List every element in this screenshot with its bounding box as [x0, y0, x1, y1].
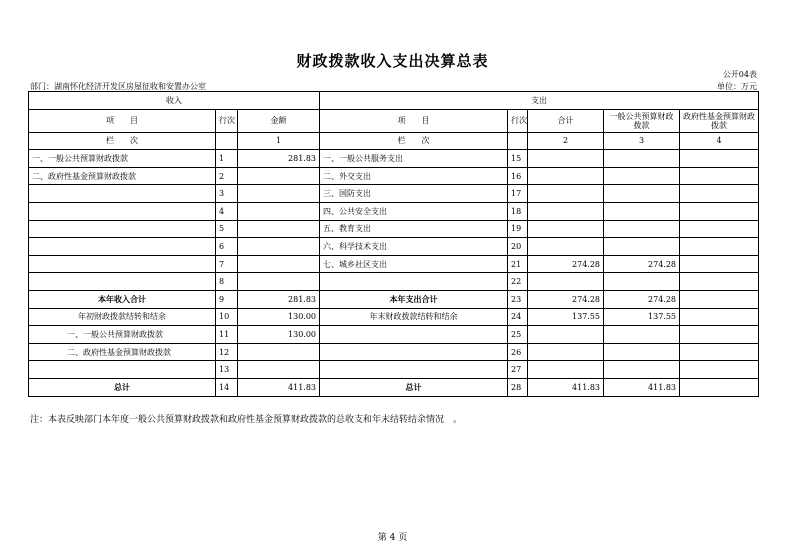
income-row-no-cell: 8 — [216, 273, 238, 291]
income-item-cell: 一、一般公共预算财政拨款 — [29, 326, 216, 344]
expense-row-no-cell: 24 — [508, 308, 528, 326]
income-row-no-cell: 13 — [216, 361, 238, 379]
expense-total-cell — [528, 273, 604, 291]
table-row — [29, 378, 759, 396]
expense-item-cell — [320, 343, 508, 361]
expense-item-header: 项 目 — [320, 109, 508, 132]
income-item-cell: 年初财政拨款结转和结余 — [29, 308, 216, 326]
general-budget-cell: 411.83 — [604, 378, 680, 396]
expense-item-cell: 二、外交支出 — [320, 167, 508, 185]
general-budget-cell: 137.55 — [604, 308, 680, 326]
income-amount-cell — [238, 273, 320, 291]
income-item-cell: 二、政府性基金预算财政拨款 — [29, 343, 216, 361]
income-row-no-cell: 12 — [216, 343, 238, 361]
expense-row-no-cell: 15 — [508, 150, 528, 168]
expense-row-no-header: 行次 — [508, 109, 528, 132]
gov-fund-header: 政府性基金预算财政拨款 — [680, 109, 759, 132]
expense-row-no-cell: 28 — [508, 378, 528, 396]
general-budget-cell — [604, 202, 680, 220]
gov-fund-cell — [680, 308, 759, 326]
expense-item-cell: 五、教育支出 — [320, 220, 508, 238]
income-amount-cell — [238, 185, 320, 203]
gov-fund-cell — [680, 185, 759, 203]
gov-fund-cell — [680, 378, 759, 396]
general-budget-cell: 274.28 — [604, 255, 680, 273]
expense-total-cell — [528, 326, 604, 344]
income-row-no-cell: 7 — [216, 255, 238, 273]
income-row-no-cell: 11 — [216, 326, 238, 344]
gov-fund-cell — [680, 220, 759, 238]
expense-item-cell: 七、城乡社区支出 — [320, 255, 508, 273]
gov-fund-cell — [680, 255, 759, 273]
expense-item-cell: 三、国防支出 — [320, 185, 508, 203]
expense-item-cell: 本年支出合计 — [320, 290, 508, 308]
expense-row-no-cell: 23 — [508, 290, 528, 308]
table-row — [29, 167, 759, 185]
gov-fund-cell — [680, 150, 759, 168]
expense-row-no-cell: 25 — [508, 326, 528, 344]
report-title: 财政拨款收入支出决算总表 — [296, 52, 489, 70]
income-item-cell — [29, 273, 216, 291]
income-row-no-cell: 10 — [216, 308, 238, 326]
table-row — [29, 308, 759, 326]
income-amount-cell — [238, 202, 320, 220]
revenue-expenditure-table — [28, 91, 759, 397]
table-row — [29, 202, 759, 220]
income-column-label: 栏 次 — [29, 132, 216, 150]
table-row — [29, 150, 759, 168]
col-index-4: 4 — [680, 132, 759, 150]
table-row — [29, 185, 759, 203]
income-row-no-cell: 2 — [216, 167, 238, 185]
expense-item-cell — [320, 326, 508, 344]
gov-fund-cell — [680, 326, 759, 344]
income-amount-cell: 130.00 — [238, 326, 320, 344]
expense-row-no-cell: 26 — [508, 343, 528, 361]
income-amount-cell — [238, 220, 320, 238]
table-row — [29, 220, 759, 238]
income-item-cell — [29, 220, 216, 238]
expense-total-cell — [528, 150, 604, 168]
expense-row-no-cell: 16 — [508, 167, 528, 185]
expense-total-cell — [528, 220, 604, 238]
income-amount-header: 金额 — [238, 109, 320, 132]
gov-fund-cell — [680, 361, 759, 379]
income-row-no-cell: 1 — [216, 150, 238, 168]
general-budget-cell: 274.28 — [604, 290, 680, 308]
expense-total-cell: 274.28 — [528, 290, 604, 308]
expense-item-cell — [320, 361, 508, 379]
gov-fund-cell — [680, 238, 759, 256]
general-budget-cell — [604, 185, 680, 203]
gov-fund-cell — [680, 273, 759, 291]
income-amount-cell — [238, 361, 320, 379]
expense-row-no-cell: 20 — [508, 238, 528, 256]
unit-label: 单位：万元 — [717, 82, 757, 91]
expense-row-no-cell: 27 — [508, 361, 528, 379]
expense-item-cell: 一、一般公共服务支出 — [320, 150, 508, 168]
income-row-no-cell: 6 — [216, 238, 238, 256]
income-amount-cell: 281.83 — [238, 150, 320, 168]
gov-fund-cell — [680, 290, 759, 308]
col-index-2: 2 — [528, 132, 604, 150]
general-budget-cell — [604, 150, 680, 168]
income-section-header: 收入 — [29, 92, 320, 110]
expense-total-cell — [528, 361, 604, 379]
expense-item-cell: 总计 — [320, 378, 508, 396]
income-row-no-cell: 3 — [216, 185, 238, 203]
expense-row-no-cell: 19 — [508, 220, 528, 238]
income-amount-cell: 411.83 — [238, 378, 320, 396]
income-item-cell: 一、一般公共预算财政拨款 — [29, 150, 216, 168]
expense-total-cell: 137.55 — [528, 308, 604, 326]
expense-row-no-cell: 17 — [508, 185, 528, 203]
expense-item-cell: 年末财政拨款结转和结余 — [320, 308, 508, 326]
income-item-cell — [29, 202, 216, 220]
expense-total-cell: 274.28 — [528, 255, 604, 273]
income-amount-cell — [238, 343, 320, 361]
income-item-cell: 本年收入合计 — [29, 290, 216, 308]
col-index-3: 3 — [604, 132, 680, 150]
general-budget-cell — [604, 361, 680, 379]
expense-row-no-cell: 22 — [508, 273, 528, 291]
income-amount-cell — [238, 238, 320, 256]
table-row — [29, 326, 759, 344]
expense-column-label: 栏 次 — [320, 132, 508, 150]
income-item-header: 项 目 — [29, 109, 216, 132]
income-item-cell — [29, 185, 216, 203]
general-budget-cell — [604, 220, 680, 238]
table-row — [29, 290, 759, 308]
page-number: 第 4 页 — [377, 533, 408, 543]
expense-item-cell: 四、公共安全支出 — [320, 202, 508, 220]
expense-total-cell — [528, 167, 604, 185]
gov-fund-cell — [680, 343, 759, 361]
general-budget-cell — [604, 343, 680, 361]
expense-section-header: 支出 — [320, 92, 759, 110]
expense-total-header: 合计 — [528, 109, 604, 132]
income-row-no-cell: 9 — [216, 290, 238, 308]
expense-total-cell — [528, 238, 604, 256]
income-amount-cell: 130.00 — [238, 308, 320, 326]
table-row — [29, 238, 759, 256]
income-item-cell: 二、政府性基金预算财政拨款 — [29, 167, 216, 185]
form-code: 公开04表 — [722, 70, 757, 79]
income-row-no-cell: 5 — [216, 220, 238, 238]
expense-total-cell — [528, 343, 604, 361]
income-row-no-cell: 4 — [216, 202, 238, 220]
income-item-cell — [29, 255, 216, 273]
income-row-no-header: 行次 — [216, 109, 238, 132]
column-index-row — [29, 132, 759, 150]
expense-total-cell: 411.83 — [528, 378, 604, 396]
expense-item-cell: 六、科学技术支出 — [320, 238, 508, 256]
column-header-row — [29, 109, 759, 132]
general-budget-cell — [604, 273, 680, 291]
general-budget-cell — [604, 326, 680, 344]
expense-total-cell — [528, 202, 604, 220]
expense-row-no-cell: 18 — [508, 202, 528, 220]
gov-fund-cell — [680, 167, 759, 185]
income-item-cell: 总计 — [29, 378, 216, 396]
section-header-row — [29, 92, 759, 110]
footnote: 注：本表反映部门本年度一般公共预算财政拨款和政府性基金预算财政拨款的总收支和年末结转结余情况 。 — [30, 415, 463, 425]
income-amount-cell — [238, 255, 320, 273]
department-label: 部门：湖南怀化经济开发区房屋征收和安置办公室 — [30, 82, 206, 91]
income-item-cell — [29, 361, 216, 379]
col-index-1: 1 — [238, 132, 320, 150]
income-amount-cell — [238, 167, 320, 185]
expense-total-cell — [528, 185, 604, 203]
table-row — [29, 343, 759, 361]
general-budget-header: 一般公共预算财政拨款 — [604, 109, 680, 132]
gov-fund-cell — [680, 202, 759, 220]
income-row-no-cell: 14 — [216, 378, 238, 396]
income-item-cell — [29, 238, 216, 256]
income-amount-cell: 281.83 — [238, 290, 320, 308]
table-row — [29, 255, 759, 273]
table-row — [29, 361, 759, 379]
general-budget-cell — [604, 238, 680, 256]
expense-item-cell — [320, 273, 508, 291]
table-row — [29, 273, 759, 291]
expense-row-no-cell: 21 — [508, 255, 528, 273]
general-budget-cell — [604, 167, 680, 185]
